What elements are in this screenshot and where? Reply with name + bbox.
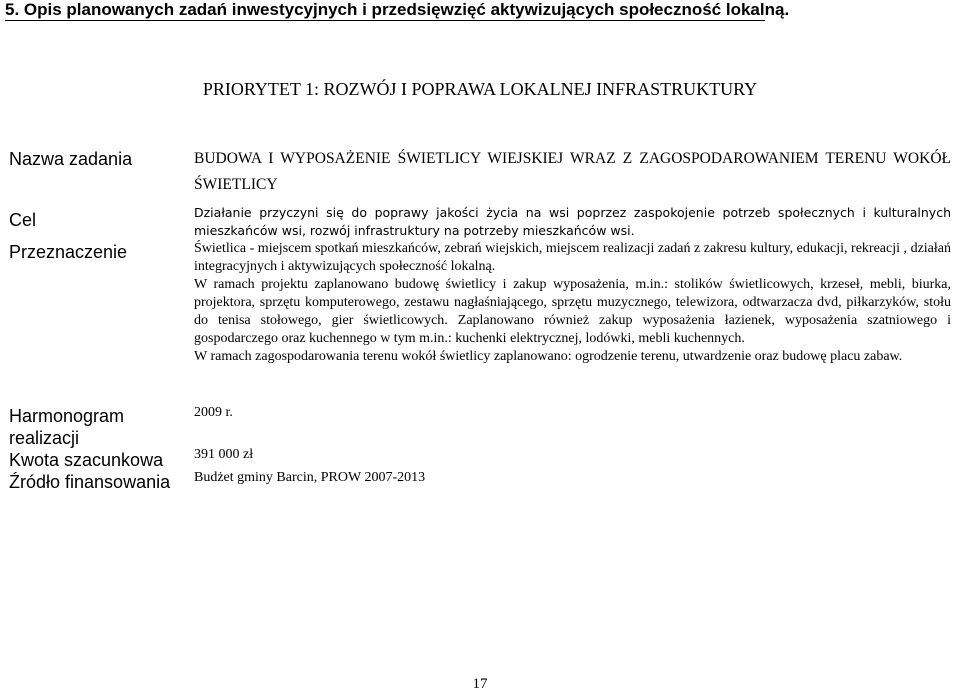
section-heading-underline <box>5 20 765 21</box>
priority-title: PRIORYTET 1: ROZWÓJ I POPRAWA LOKALNEJ INFRASTRUKTURY <box>202 79 758 99</box>
funding-label: Źródło finansowania <box>9 472 171 492</box>
section-heading: 5. Opis planowanych zadań inwestycyjnych i przedsięwzięć aktywizujących społeczność lokalną. <box>5 0 790 19</box>
schedule-label-line1: Harmonogram <box>9 406 125 426</box>
purpose-paragraph: W ramach projektu zaplanowano budowę świetlicy i zakup wyposażenia, m.in.: stolików świetlicowych, krzeseł, mebli, biurka, projektora, sprzętu komputerowego, zestawu nagłaśniającego, sprzętu muzycznego, telewizora, odtwarzacza dvd, piłkarzyków, stołu do tenisa stołowego, gier świetlicowych. Zaplanowano również zakup wyposażenia łazienek, wyposażenia szatniowego i gospodarczego oraz kuchennego w tym m.in.: kuchenki elektrycznej, lodówki, mebli kuchennych. <box>194 277 951 346</box>
funding-value: Budżet gminy Barcin, PROW 2007-2013 <box>194 470 426 485</box>
purpose-paragraph: Świetlica - miejscem spotkań mieszkańców, zebrań wiejskich, miejscem realizacji zadań z zakresu kultury, edukacji, rekreacji , działań integracyjnych i aktywizujących społeczność lokalną. <box>194 241 951 274</box>
task-name-label: Nazwa zadania <box>9 149 133 169</box>
purpose-label: Przeznaczenie <box>9 242 128 262</box>
schedule-label-line2: realizacji <box>9 428 80 448</box>
cost-label: Kwota szacunkowa <box>9 450 164 470</box>
schedule-value: 2009 r. <box>194 405 233 420</box>
page-number: 17 <box>472 676 488 692</box>
purpose-value <box>194 240 951 366</box>
goal-label: Cel <box>9 210 37 230</box>
task-name-value: BUDOWA I WYPOSAŻENIE ŚWIETLICY WIEJSKIEJ WRAZ Z ZAGOSPODAROWANIEM TERENU WOKÓŁ ŚWIETLICY <box>194 150 951 193</box>
goal-value: Działanie przyczyni się do poprawy jakości życia na wsi poprzez zaspokojenie potrzeb społecznych i kulturalnych mieszkańców wsi, rozwój infrastruktury na potrzeby mieszkańców wsi. <box>194 205 951 238</box>
cost-value: 391 000 zł <box>194 447 254 462</box>
purpose-paragraph: W ramach zagospodarowania terenu wokół świetlicy zaplanowano: ogrodzenie terenu, utwardzenie oraz budowę placu zabaw. <box>194 349 903 364</box>
